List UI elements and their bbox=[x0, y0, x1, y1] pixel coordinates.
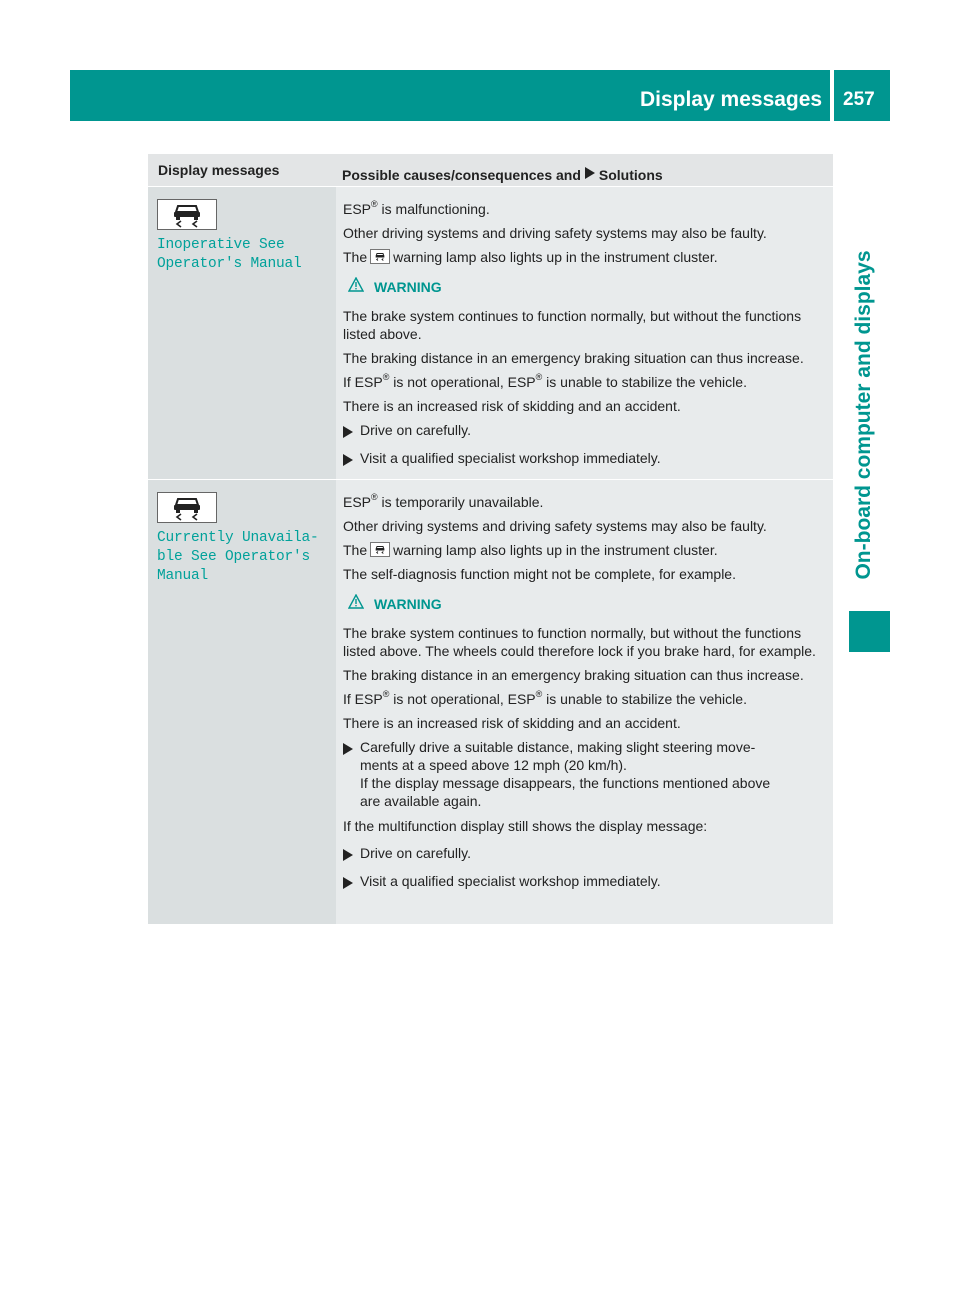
warning-triangle-icon bbox=[348, 277, 364, 297]
column-header-causes bbox=[336, 154, 833, 186]
column-header-display-messages: Display messages bbox=[158, 162, 280, 178]
play-arrow-icon bbox=[343, 449, 360, 470]
column-header-solutions-text: Solutions bbox=[598, 166, 663, 183]
play-arrow-icon bbox=[343, 738, 360, 810]
causes-cell bbox=[336, 480, 833, 924]
header-divider bbox=[830, 70, 834, 121]
paragraph: Other driving systems and driving safety systems may also be faulty. bbox=[343, 225, 767, 241]
display-message-text: Currently Unavaila‐ ble See Operator's Manual bbox=[157, 530, 319, 584]
display-messages-table bbox=[148, 154, 833, 924]
paragraph: The warning lamp also lights up in the instrument cluster. bbox=[343, 249, 718, 265]
paragraph: ESP® is temporarily unavailable. bbox=[343, 492, 544, 510]
paragraph: If ESP® is not operational, ESP® is unable to stabilize the vehicle. bbox=[343, 689, 747, 707]
display-message-cell bbox=[148, 187, 336, 479]
page-header-title: Display messages bbox=[640, 88, 823, 111]
paragraph: Other driving systems and driving safety systems may also be faulty. bbox=[343, 518, 767, 534]
list-item: Drive on carefully. bbox=[343, 844, 833, 865]
display-message-text: Inoperative See Operator's Manual bbox=[157, 237, 302, 272]
list-item: Visit a qualified specialist workshop immediately. bbox=[343, 449, 833, 470]
warning-label: WARNING bbox=[374, 596, 442, 612]
paragraph: There is an increased risk of skidding and an accident. bbox=[343, 715, 681, 731]
list-item: Drive on carefully. bbox=[343, 421, 833, 442]
esp-skid-icon bbox=[370, 249, 390, 264]
play-arrow-icon bbox=[343, 872, 360, 893]
list-item: Visit a qualified specialist workshop immediately. bbox=[343, 872, 833, 893]
play-arrow-icon bbox=[343, 421, 360, 442]
display-message-cell bbox=[148, 480, 336, 924]
side-chapter-text: On-board computer and displays bbox=[852, 250, 875, 580]
paragraph: The brake system continues to function normally, but without the functions listed above. The wheels could therefore lock if you brake hard, for example. bbox=[343, 625, 816, 659]
paragraph: ESP® is malfunctioning. bbox=[343, 199, 490, 217]
side-chapter-label bbox=[849, 235, 879, 595]
column-header-causes-text: Possible causes/consequences and bbox=[342, 166, 581, 183]
paragraph: There is an increased risk of skidding and an accident. bbox=[343, 398, 681, 414]
play-arrow-icon bbox=[343, 844, 360, 865]
esp-skid-icon bbox=[157, 199, 217, 230]
warning-label: WARNING bbox=[374, 279, 442, 295]
esp-skid-icon bbox=[370, 542, 390, 557]
paragraph: If the multifunction display still shows the display message: bbox=[343, 818, 708, 834]
paragraph: The warning lamp also lights up in the instrument cluster. bbox=[343, 542, 718, 558]
paragraph: The brake system continues to function normally, but without the functions listed above. bbox=[343, 308, 802, 342]
warning-heading bbox=[343, 277, 833, 297]
paragraph: The self-diagnosis function might not be complete, for example. bbox=[343, 566, 736, 582]
table-header bbox=[148, 154, 833, 186]
table-row bbox=[148, 186, 833, 479]
paragraph: The braking distance in an emergency braking situation can thus increase. bbox=[343, 667, 804, 683]
warning-triangle-icon bbox=[348, 594, 364, 614]
paragraph: The braking distance in an emergency braking situation can thus increase. bbox=[343, 350, 804, 366]
chapter-tab bbox=[849, 611, 890, 652]
list-item: Carefully drive a suitable distance, making slight steering move‐ ments at a speed above 12 mph (20 km/h). If the display message disappears, the functions mentioned above are available again. bbox=[343, 738, 833, 810]
warning-heading bbox=[343, 594, 833, 614]
esp-skid-icon bbox=[157, 492, 217, 523]
page-number: 257 bbox=[843, 89, 875, 110]
table-row bbox=[148, 479, 833, 924]
play-arrow-icon bbox=[585, 167, 595, 182]
causes-cell bbox=[336, 187, 833, 479]
paragraph: If ESP® is not operational, ESP® is unable to stabilize the vehicle. bbox=[343, 372, 747, 390]
